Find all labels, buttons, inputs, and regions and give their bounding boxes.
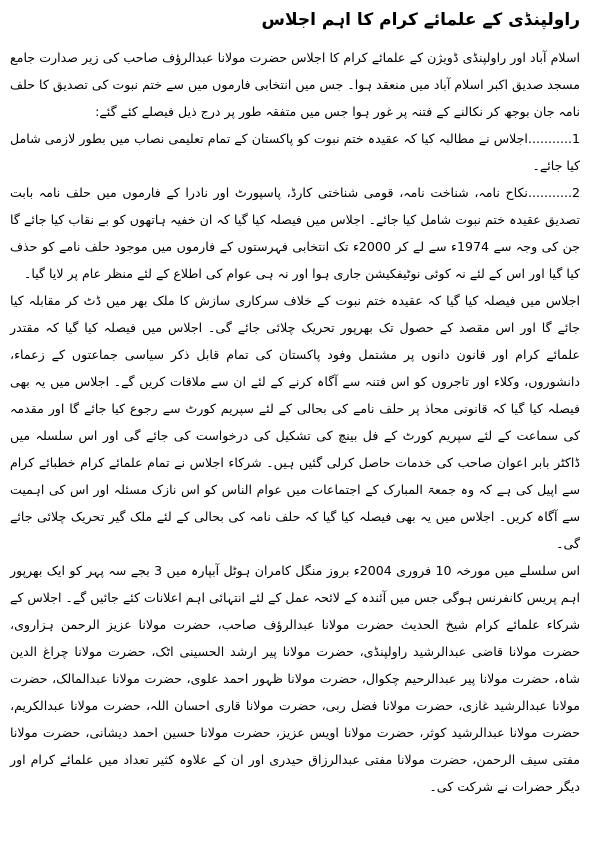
paragraph-resolution-1: 1...........اجلاس نے مطالبہ کیا کہ عقیدہ ختم نبوت کو پاکستان کے تمام تعلیمی نصاب میں بطور لازمی شامل کیا جائے۔ <box>10 131 580 173</box>
document-title: راولپنڈی کے علمائے کرام کا اہم اجلاس <box>261 10 580 30</box>
paragraph-press-conference: اس سلسلے میں مورخہ 10 فروری 2004ء بروز منگل کامران ہوٹل آبپارہ میں 3 بجے سہ پہر کو ایک بھرپور اہم پریس کانفرنس ہوگی جس میں آئندہ کے لائحہ عمل کے لئے انتہائی اہم اعلانات کئے جائیں گے۔ اجلاس کے شرکاء علمائے کرام شیخ الحدیث حضرت مولانا عبدالرؤف صاحب، حضرت مولانا عزیز الرحمن ہزاروی، حضرت مولانا قاضی عبدالرشید راولپنڈی، حضرت مولانا پیر ارشد الحسینی اٹک، حضرت مولانا چراغ الدین شاہ، حضرت مولانا پیر عبدالرحیم چکوال، حضرت مولانا ظہور احمد علوی، حضرت مولانا عبدالمالک، حضرت مولانا عبدالرشید غازی، حضرت مولانا فضل ربی، حضرت مولانا قاری احسان اللہ، حضرت مولانا عبدالکریم، حضرت مولانا عبدالرشید کوثر، حضرت مولانا اویس عزیز، حضرت مولانا حسین احمد دیشانی، حضرت مولانا مفتی سیف الرحمن، حضرت مولانا مفتی عبدالرزاق حیدری اور ان کے علاوہ کثیر تعداد میں علمائے کرام اور دیگر حضرات نے شرکت کی۔ <box>10 563 580 794</box>
paragraph-intro: اسلام آباد اور راولپنڈی ڈویژن کے علمائے کرام کا اجلاس حضرت مولانا عبدالرؤف صاحب کی زیر صدارت جامع مسجد صدیق اکبر اسلام آباد میں منعقد ہوا۔ جس میں انتخابی فارموں میں سے ختم نبوت کی تصدیق کا حلف نامہ جان بوجھ کر نکالنے کے فتنہ پر غور ہوا جس میں متفقہ طور پر درج ذیل فیصلے کئے گئے: <box>10 50 580 119</box>
paragraph-resolution-2: 2...........نکاح نامہ، شناخت نامہ، قومی شناختی کارڈ، پاسپورٹ اور نادرا کے فارموں میں حلف نامہ بابت تصدیق عقیدہ ختم نبوت شامل کیا جائے۔ اجلاس میں فیصلہ کیا گیا کہ ان خفیہ ہاتھوں کو بے نقاب کیا جائے گا جن کی وجہ سے 1974ء سے لے کر 2000ء تک انتخابی فہرستوں کے فارموں میں موجود حلف نامے کو حذف کیا گیا اور اس کے لئے نہ کوئی نوٹیفکیشن جاری ہوا اور نہ ہی عوام کی اطلاع کے لئے منظر عام پر لایا گیا۔ <box>10 185 581 281</box>
paragraph-decisions: اجلاس میں فیصلہ کیا گیا کہ عقیدہ ختم نبوت کے خلاف سرکاری سازش کا ملک بھر میں ڈٹ کر مقابلہ کیا جائے گا اور اس مقصد کے حصول تک بھرپور تحریک چلائی جائے گی۔ اجلاس میں فیصلہ کیا گیا کہ مقتدر علمائے کرام اور قانون دانوں پر مشتمل وفود پاکستان کی تمام قابل ذکر سیاسی جماعتوں کے زعماء، دانشوروں، وکلاء اور تاجروں کو اس فتنہ سے آگاہ کرنے کے لئے ان سے ملاقات کریں گے۔ اجلاس میں یہ بھی فیصلہ کیا گیا کہ قانونی محاذ پر حلف نامے کی بحالی کے لئے سپریم کورٹ سے رجوع کیا جائے گا اور مقدمہ کی سماعت کے لئے سپریم کورٹ کے فل بینچ کی تشکیل کی درخواست کی جائے گی اور اس سلسلہ میں ڈاکٹر بابر اعوان صاحب کی خدمات حاصل کرلی گئیں ہیں۔ شرکاء اجلاس نے تمام علمائے کرام خطبائے کرام سے اپیل کی ہے کہ وہ جمعۃ المبارک کے اجتماعات میں عوام الناس کو اس نازک مسئلہ اور اس کی اہمیت سے آگاہ کریں۔ اجلاس میں یہ بھی فیصلہ کیا گیا کہ حلف نامہ کی بحالی کے لئے ملک گیر تحریک چلائی جائے گی۔ <box>10 293 580 551</box>
